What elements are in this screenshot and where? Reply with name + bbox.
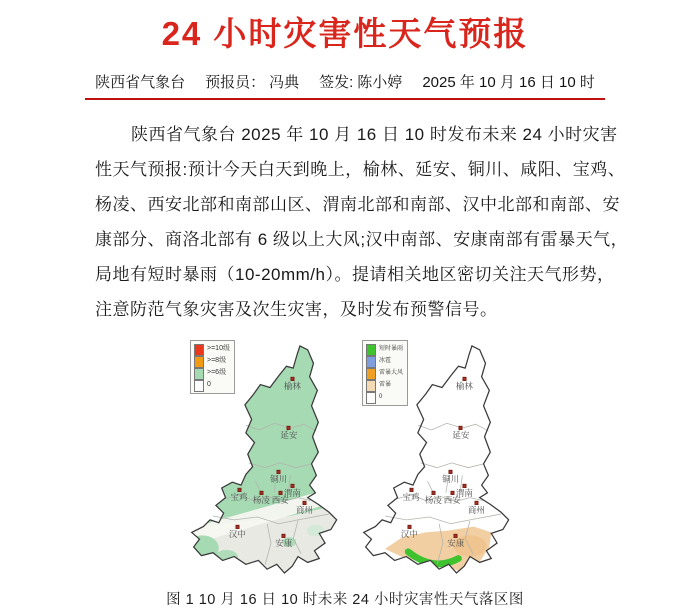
legend-entry xyxy=(194,379,230,391)
legend-swatch xyxy=(366,356,376,368)
city-label: 延安 xyxy=(452,429,470,440)
body-line: 陕西省气象台 2025 年 10 月 16 日 10 时发布未来 24 小时灾害 xyxy=(131,125,618,144)
city-label: 汉中 xyxy=(400,529,418,540)
city-label: 商州 xyxy=(467,504,485,515)
legend-swatch xyxy=(366,344,376,356)
issuer-name: 陈小婷 xyxy=(357,74,403,91)
legend-label: 0 xyxy=(207,381,211,388)
issuer-label: 签发: xyxy=(319,74,354,91)
issuer-pair xyxy=(319,71,402,92)
legend-entry xyxy=(194,367,230,379)
legend-entry xyxy=(366,379,403,391)
legend-swatch xyxy=(366,392,376,404)
legend-entry xyxy=(366,355,403,367)
legend-entry xyxy=(366,391,403,403)
city-label: 榆林 xyxy=(455,380,473,391)
forecaster-name: 冯典 xyxy=(269,74,300,91)
meta-row xyxy=(85,71,605,100)
legend-label: 雷暴大风 xyxy=(379,370,404,376)
page-title: 24 小时灾害性天气预报 xyxy=(161,15,529,52)
station-name: 陕西省气象台 xyxy=(95,74,186,91)
legend-swatch xyxy=(366,368,376,380)
city-label: 西安 xyxy=(271,494,289,505)
city-label: 渭南 xyxy=(455,487,473,498)
legend-entry xyxy=(194,343,230,355)
legend-label: 短时暴雨 xyxy=(379,346,404,352)
city-label: 安康 xyxy=(275,537,293,548)
legend-label: >=6级 xyxy=(207,369,227,376)
city-label: 杨凌 xyxy=(252,494,270,505)
city-label: 杨凌 xyxy=(424,494,442,505)
body-line: 康部分、商洛北部有 6 级以上大风;汉中南部、安康南部有雷暴天气， xyxy=(95,230,629,249)
body-line: 杨凌、西安北部和南部山区、渭南北部和南部、汉中北部和南部、安 xyxy=(95,195,620,214)
city-label: 汉中 xyxy=(228,529,246,540)
legend-label: 0 xyxy=(379,394,383,400)
legend-label: 冰雹 xyxy=(379,358,392,364)
maps-row xyxy=(0,336,690,581)
legend-entry xyxy=(366,343,403,355)
storm-forecast-map xyxy=(356,336,528,581)
city-label: 铜川 xyxy=(442,473,460,484)
legend-swatch xyxy=(194,368,204,380)
city-label: 西安 xyxy=(443,494,461,505)
body-line: 性天气预报:预计今天白天到晚上，榆林、延安、铜川、咸阳、宝鸡、 xyxy=(95,160,626,179)
map-legend xyxy=(362,340,408,406)
legend-label: 雷暴 xyxy=(379,382,392,388)
city-label: 宝鸡 xyxy=(402,492,420,503)
forecaster-label: 预报员： xyxy=(205,74,266,91)
city-label: 安康 xyxy=(447,537,465,548)
legend-label: >=8级 xyxy=(207,357,227,364)
figure-caption: 图 1 10 月 16 日 10 时未来 24 小时灾害性天气落区图 xyxy=(166,592,524,608)
legend-swatch xyxy=(366,380,376,392)
gale-forecast-map xyxy=(184,336,356,581)
legend-label: >=10级 xyxy=(207,345,230,352)
city-label: 宝鸡 xyxy=(230,492,248,503)
city-label: 榆林 xyxy=(283,380,301,391)
legend-swatch xyxy=(194,380,204,392)
legend-swatch xyxy=(194,356,204,368)
legend-entry xyxy=(194,355,230,367)
map-legend xyxy=(190,340,235,394)
city-label: 延安 xyxy=(280,429,298,440)
body-line: 注意防范气象灾害及次生灾害，及时发布预警信号。 xyxy=(95,300,498,319)
legend-entry xyxy=(366,367,403,379)
city-label: 商州 xyxy=(295,504,313,515)
city-label: 铜川 xyxy=(270,473,288,484)
forecast-body xyxy=(95,117,629,327)
city-label: 渭南 xyxy=(283,487,301,498)
legend-swatch xyxy=(194,344,204,356)
body-line: 局地有短时暴雨（10-20mm/h）。提请相关地区密切关注天气形势， xyxy=(95,265,615,284)
issue-datetime: 2025 年 10 月 16 日 10 时 xyxy=(422,74,595,91)
forecaster-pair xyxy=(205,71,299,92)
